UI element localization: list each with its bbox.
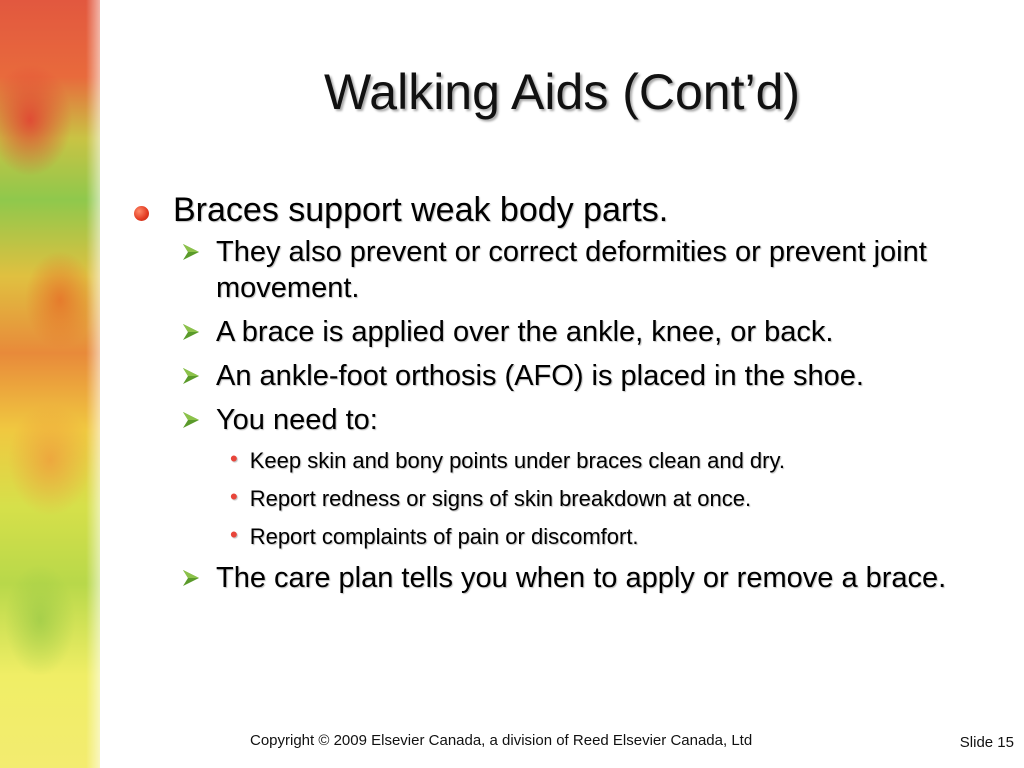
slide-content xyxy=(132,188,1002,604)
bullet-level3 xyxy=(230,446,1002,476)
green-arrowhead-bullet-icon xyxy=(180,568,202,588)
bullet-text: The care plan tells you when to apply or remove a brace. xyxy=(216,562,947,594)
slide-number: Slide 15 xyxy=(959,734,1014,751)
bullet-text: A brace is applied over the ankle, knee, or back. xyxy=(216,316,834,348)
footer-copyright: Copyright © 2009 Elsevier Canada, a division of Reed Elsevier Canada, Ltd xyxy=(250,732,753,749)
bullet-level2 xyxy=(180,560,1002,596)
bullet-level2 xyxy=(180,358,1002,394)
bullet-text: They also prevent or correct deformities or prevent joint movement. xyxy=(216,236,927,304)
red-dot-bullet-icon: • xyxy=(230,446,238,471)
red-circle-bullet-icon xyxy=(134,206,149,221)
bullet-text: An ankle-foot orthosis (AFO) is placed in the shoe. xyxy=(216,360,864,392)
bullet-text: Keep skin and bony points under braces clean and dry. xyxy=(249,448,785,473)
green-arrowhead-bullet-icon xyxy=(180,366,202,386)
green-arrowhead-bullet-icon xyxy=(180,410,202,430)
green-arrowhead-bullet-icon xyxy=(180,242,202,262)
bullet-text: You need to: xyxy=(216,404,378,436)
bullet-level1 xyxy=(132,188,1002,232)
bullet-level2 xyxy=(180,234,1002,306)
slide-title: Walking Aids (Cont’d) xyxy=(323,64,801,120)
decorative-side-band xyxy=(0,0,100,768)
bullet-text: Report redness or signs of skin breakdown at once. xyxy=(249,486,752,511)
bullet-level3 xyxy=(230,522,1002,552)
bullet-level2 xyxy=(180,402,1002,438)
bullet-text: Report complaints of pain or discomfort. xyxy=(249,524,639,549)
bullet-level2 xyxy=(180,314,1002,350)
bullet-text: Braces support weak body parts. xyxy=(173,191,669,229)
red-dot-bullet-icon: • xyxy=(230,522,238,547)
red-dot-bullet-icon: • xyxy=(230,484,238,509)
green-arrowhead-bullet-icon xyxy=(180,322,202,342)
bullet-level3 xyxy=(230,484,1002,514)
